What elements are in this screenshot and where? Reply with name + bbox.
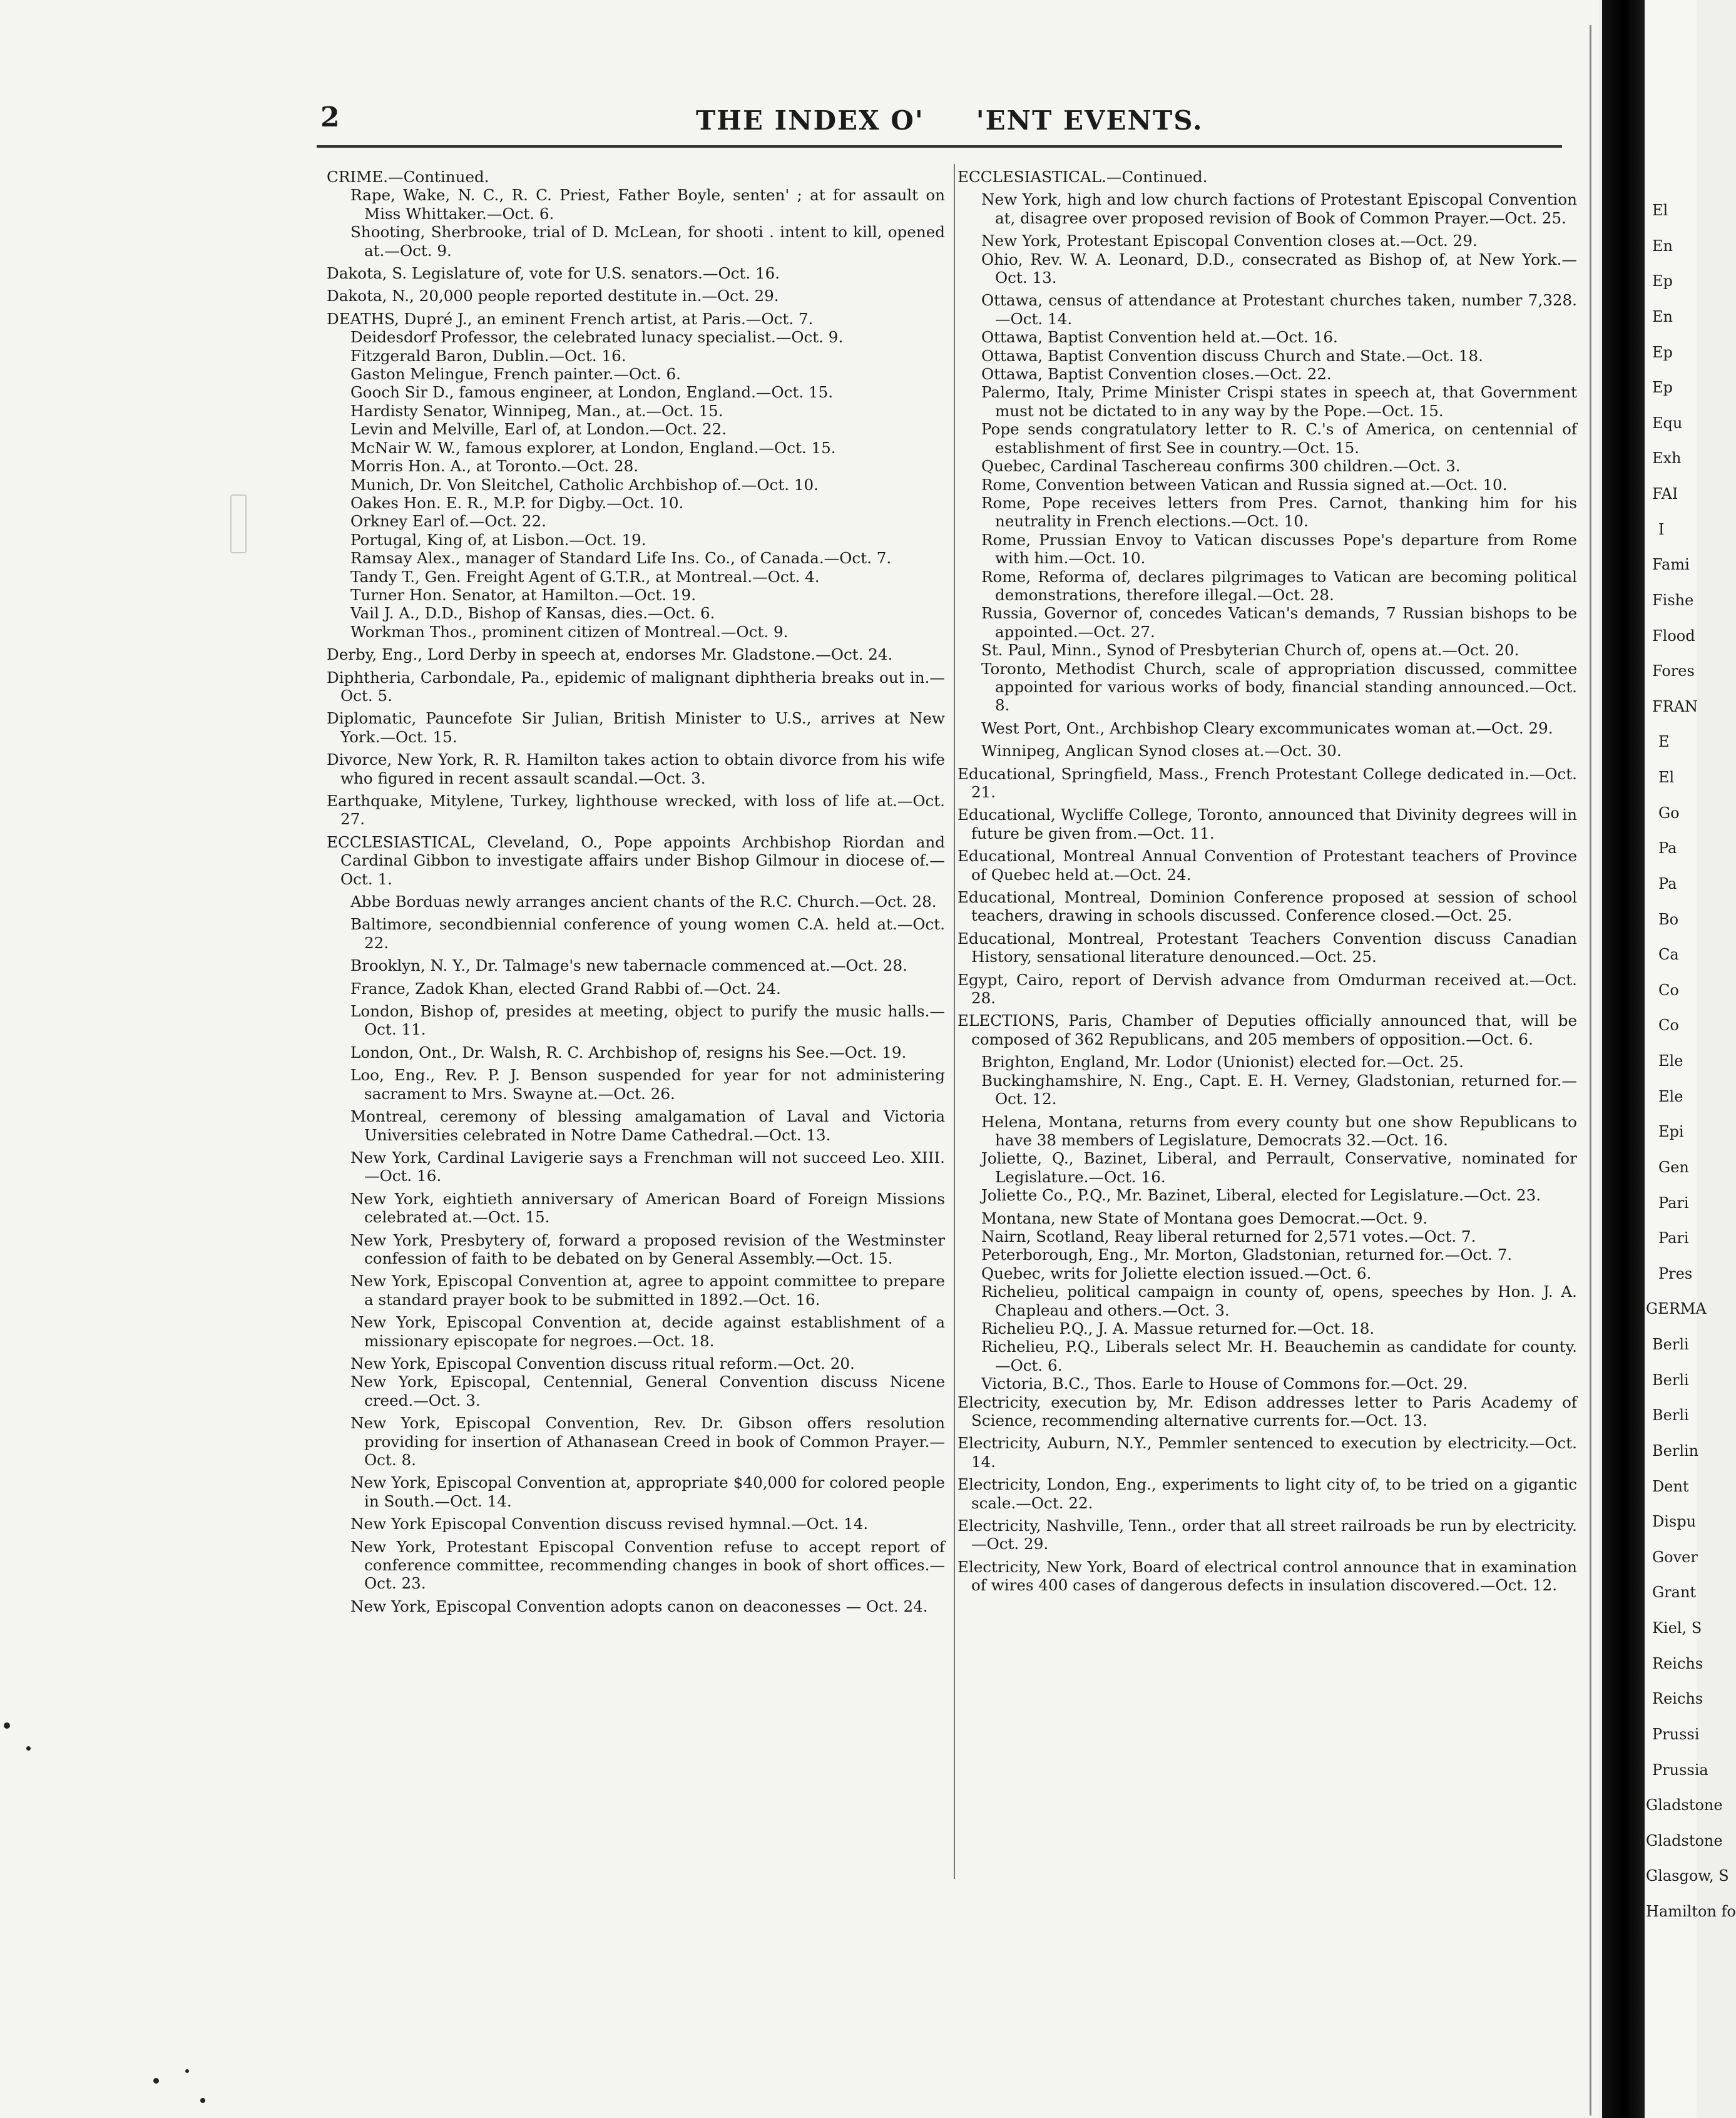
left-column xyxy=(327,168,945,1615)
scan-speck xyxy=(4,1722,10,1729)
index-entry: Joliette Co., P.Q., Mr. Bazinet, Liberal, elected for Legislature.—Oct. 23. xyxy=(981,1186,1541,1205)
index-entry: Diphtheria, Carbondale, Pa., epidemic of malignant diphtheria breaks out in.—Oct. 5. xyxy=(327,668,945,705)
index-entry: Helena, Montana, returns from every county but one show Republicans to have 38 members of Legislature, Democrats 32.—Oct. 16. xyxy=(981,1112,1577,1149)
index-entry: Loo, Eng., Rev. P. J. Benson suspended for year for not administering sacrament to Mrs. Swayne at.—Oct. 26. xyxy=(350,1066,945,1103)
index-entry: Workman Thos., prominent citizen of Montreal.—Oct. 9. xyxy=(350,622,789,641)
index-entry: Ottawa, Baptist Convention closes.—Oct. 22. xyxy=(981,365,1332,384)
index-entry: Ramsay Alex., manager of Standard Life Ins. Co., of Canada.—Oct. 7. xyxy=(350,549,892,568)
facing-page-fragment: Prussi xyxy=(1652,1726,1700,1743)
index-entry: ECCLESIASTICAL.—Continued. xyxy=(957,168,1208,186)
facing-page-fragment: Reichs xyxy=(1652,1655,1703,1672)
facing-page-fragment: Glasgow, S xyxy=(1646,1867,1729,1885)
facing-page-fragment: Kiel, S xyxy=(1652,1619,1702,1637)
facing-page-fragment: El xyxy=(1658,769,1675,786)
index-entry: Earthquake, Mitylene, Turkey, lighthouse wrecked, with loss of life at.—Oct. 27. xyxy=(327,792,945,829)
index-entry: New York Episcopal Convention discuss revised hymnal.—Oct. 14. xyxy=(350,1515,869,1533)
index-entry: New York, Episcopal, Centennial, General Convention discuss Nicene creed.—Oct. 3. xyxy=(350,1373,945,1409)
index-entry: Richelieu, P.Q., Liberals select Mr. H. Beauchemin as candidate for county.—Oct. 6. xyxy=(981,1338,1577,1374)
facing-page-fragment: Co xyxy=(1658,981,1679,999)
index-entry: Victoria, B.C., Thos. Earle to House of Commons for.—Oct. 29. xyxy=(981,1374,1468,1393)
index-entry: Rape, Wake, N. C., R. C. Priest, Father Boyle, senten' ; at for assault on Miss Whittaker.—Oct. 6. xyxy=(350,186,945,223)
facing-page-fragment: Grant xyxy=(1652,1583,1697,1601)
facing-page-fragment: Pari xyxy=(1658,1229,1689,1247)
facing-page-fragment: Ep xyxy=(1652,379,1673,396)
index-entry: Ohio, Rev. W. A. Leonard, D.D., consecrated as Bishop of, at New York.—Oct. 13. xyxy=(981,250,1577,287)
index-entry: London, Ont., Dr. Walsh, R. C. Archbishop of, resigns his See.—Oct. 19. xyxy=(350,1043,907,1062)
index-entry: CRIME.—Continued. xyxy=(327,168,489,186)
index-entry: Turner Hon. Senator, at Hamilton.—Oct. 19. xyxy=(350,585,697,604)
index-entry: Brighton, England, Mr. Lodor (Unionist) elected for.—Oct. 25. xyxy=(981,1053,1464,1072)
facing-page-fragment: Reichs xyxy=(1652,1690,1703,1707)
facing-page-fragment: Exh xyxy=(1652,449,1682,467)
index-entry: Derby, Eng., Lord Derby in speech at, endorses Mr. Gladstone.—Oct. 24. xyxy=(327,645,893,664)
index-entry: Nairn, Scotland, Reay liberal returned for 2,571 votes.—Oct. 7. xyxy=(981,1227,1476,1246)
index-entry: ECCLESIASTICAL, Cleveland, O., Pope appoints Archbishop Riordan and Cardinal Gibbon to investigate affairs under Bishop Gilmour in diocese of.—Oct. 1. xyxy=(327,832,945,888)
index-entry: Baltimore, secondbiennial conference of young women C.A. held at.—Oct. 22. xyxy=(350,915,945,952)
facing-page-fragment: Pres xyxy=(1658,1265,1693,1282)
facing-page-fragment: Ep xyxy=(1652,344,1673,361)
index-entry: Buckinghamshire, N. Eng., Capt. E. H. Verney, Gladstonian, returned for.—Oct. 12. xyxy=(981,1071,1577,1108)
index-entry: Brooklyn, N. Y., Dr. Talmage's new tabernacle commenced at.—Oct. 28. xyxy=(350,956,907,975)
facing-page-fragment: Pa xyxy=(1658,839,1677,857)
index-entry: Educational, Springfield, Mass., French Protestant College dedicated in.—Oct. 21. xyxy=(957,764,1577,801)
facing-page-fragment: Berli xyxy=(1652,1406,1689,1424)
index-entry: Rome, Prussian Envoy to Vatican discusses Pope's departure from Rome with him.—Oct. 10. xyxy=(981,530,1577,568)
index-entry: New York, Presbytery of, forward a proposed revision of the Westminster confession of faith to be debated on by General Assembly.—Oct. 15. xyxy=(350,1230,945,1267)
page-title: THE INDEX O' 'ENT EVENTS. xyxy=(696,105,1203,136)
index-entry: Electricity, New York, Board of electrical control announce that in examination of wires 400 cases of dangerous defects in insulation discovered.—Oct. 12. xyxy=(957,1557,1577,1595)
facing-page-fragment: E xyxy=(1658,733,1670,750)
facing-page-fragment: Epi xyxy=(1658,1123,1684,1140)
index-entry: Pope sends congratulatory letter to R. C.'s of America, on centennial of establishment of first See in country.—Oct. 15. xyxy=(981,420,1577,457)
index-entry: Fitzgerald Baron, Dublin.—Oct. 16. xyxy=(350,346,626,365)
index-entry: Quebec, Cardinal Taschereau confirms 300 children.—Oct. 3. xyxy=(981,457,1461,476)
index-entry: New York, Episcopal Convention, Rev. Dr. Gibson offers resolution providing for insertion of Athanasean Creed in book of Common Prayer.—Oct. 8. xyxy=(350,1414,945,1469)
index-entry: Educational, Montreal, Protestant Teachers Convention discuss Canadian History, sensational literature denounced.—Oct. 25. xyxy=(957,929,1577,966)
facing-page-fragment: El xyxy=(1652,202,1668,219)
index-entry: Montreal, ceremony of blessing amalgamation of Laval and Victoria Universities celebrated in Notre Dame Cathedral.—Oct. 13. xyxy=(350,1107,945,1144)
index-entry: Vail J. A., D.D., Bishop of Kansas, dies.—Oct. 6. xyxy=(350,604,715,623)
index-entry: ELECTIONS, Paris, Chamber of Deputies officially announced that, will be composed of 362 Republicans, and 205 members of opposition.—Oct. 6. xyxy=(957,1011,1577,1048)
index-entry: Diplomatic, Pauncefote Sir Julian, British Minister to U.S., arrives at New York.—Oct. 15. xyxy=(327,709,945,746)
index-entry: Peterborough, Eng., Mr. Morton, Gladstonian, returned for.—Oct. 7. xyxy=(981,1246,1513,1264)
facing-page-fragment: Gen xyxy=(1658,1159,1689,1176)
index-entry: Rome, Reforma of, declares pilgrimages to Vatican are becoming political demonstrations, therefore illegal.—Oct. 28. xyxy=(981,567,1577,604)
index-entry: Rome, Pope receives letters from Pres. Carnot, thanking him for his neutrality in French elections.—Oct. 10. xyxy=(981,493,1577,531)
facing-page-fragment: Fami xyxy=(1652,556,1690,573)
index-entry: Dakota, N., 20,000 people reported destitute in.—Oct. 29. xyxy=(327,287,779,305)
scan-speck xyxy=(153,2078,159,2084)
index-entry: West Port, Ont., Archbishop Cleary excommunicates woman at.—Oct. 29. xyxy=(981,719,1553,737)
scan-speck xyxy=(185,2069,189,2073)
index-entry: Hardisty Senator, Winnipeg, Man., at.—Oct. 15. xyxy=(350,401,723,420)
facing-page-fragment: Go xyxy=(1658,804,1680,822)
facing-page-fragment: Fishe xyxy=(1652,591,1694,609)
index-entry: Richelieu P.Q., J. A. Massue returned for.—Oct. 18. xyxy=(981,1319,1375,1338)
facing-page-fragment: En xyxy=(1652,308,1673,325)
index-entry: Electricity, execution by, Mr. Edison addresses letter to Paris Academy of Science, recommending alternative currents for.—Oct. 13. xyxy=(957,1393,1577,1430)
scan-speck xyxy=(26,1746,31,1751)
index-entry: Rome, Convention between Vatican and Russia signed at.—Oct. 10. xyxy=(981,475,1508,494)
index-entry: Divorce, New York, R. R. Hamilton takes action to obtain divorce from his wife who figured in recent assault scandal.—Oct. 3. xyxy=(327,750,945,787)
index-entry: New York, Episcopal Convention at, decide against establishment of a missionary episcopate for negroes.—Oct. 18. xyxy=(350,1313,945,1350)
index-entry: New York, Episcopal Convention adopts canon on deaconesses — Oct. 24. xyxy=(350,1597,928,1615)
facing-page-fragment: Prussia xyxy=(1652,1761,1708,1779)
facing-page-fragment: En xyxy=(1652,237,1673,255)
index-entry: New York, Protestant Episcopal Convention closes at.—Oct. 29. xyxy=(981,232,1478,250)
index-entry: Dakota, S. Legislature of, vote for U.S. senators.—Oct. 16. xyxy=(327,264,780,283)
facing-page-fragment: Ele xyxy=(1658,1088,1683,1105)
index-entry: London, Bishop of, presides at meeting, object to purify the music halls.—Oct. 11. xyxy=(350,1002,945,1039)
index-entry: Educational, Wycliffe College, Toronto, announced that Divinity degrees will in future be given from.—Oct. 11. xyxy=(957,806,1577,842)
index-entry: Abbe Borduas newly arranges ancient chants of the R.C. Church.—Oct. 28. xyxy=(350,893,937,911)
facing-page-fragment: Ep xyxy=(1652,272,1673,290)
index-entry: New York, high and low church factions of Protestant Episcopal Convention at, disagree over proposed revision of Book of Common Prayer.—Oct. 25. xyxy=(981,190,1577,227)
facing-page-fragment: Co xyxy=(1658,1016,1679,1034)
index-entry: McNair W. W., famous explorer, at London, England.—Oct. 15. xyxy=(350,438,836,457)
facing-page-fragment: Dent xyxy=(1652,1478,1689,1495)
index-entry: Gaston Melingue, French painter.—Oct. 6. xyxy=(350,365,681,384)
facing-page-fragment: Pa xyxy=(1658,875,1677,893)
index-entry: Morris Hon. A., at Toronto.—Oct. 28. xyxy=(350,457,639,476)
index-entry: Electricity, London, Eng., experiments to light city of, to be tried on a gigantic scale.—Oct. 22. xyxy=(957,1475,1577,1512)
index-entry: Ottawa, Baptist Convention held at.—Oct. 16. xyxy=(981,328,1338,347)
facing-page-fragment: Gladstone xyxy=(1646,1832,1723,1849)
index-entry: New York, Episcopal Convention at, appropriate $40,000 for colored people in South.—Oct. 14. xyxy=(350,1473,945,1510)
index-entry: St. Paul, Minn., Synod of Presbyterian Church of, opens at.—Oct. 20. xyxy=(981,641,1519,660)
index-entry: Egypt, Cairo, report of Dervish advance from Omdurman received at.—Oct. 28. xyxy=(957,970,1577,1008)
header-rule xyxy=(317,145,1562,148)
facing-page-fragment: Gladstone xyxy=(1646,1796,1723,1814)
index-entry: Portugal, King of, at Lisbon.—Oct. 19. xyxy=(350,530,646,549)
index-entry: DEATHS, Dupré J., an eminent French artist, at Paris.—Oct. 7. xyxy=(327,309,814,328)
facing-page-fragment: Hamilton fo xyxy=(1646,1903,1736,1920)
index-entry: Electricity, Auburn, N.Y., Pemmler sentenced to execution by electricity.—Oct. 14. xyxy=(957,1434,1577,1471)
page-edge-line xyxy=(1590,25,1591,2115)
facing-page-fragment: Berlin xyxy=(1652,1442,1699,1460)
index-entry: Ottawa, Baptist Convention discuss Church and State.—Oct. 18. xyxy=(981,346,1483,365)
index-entry: Palermo, Italy, Prime Minister Crispi states in speech at, that Government must not be dictated to in any way by the Pope.—Oct. 15. xyxy=(981,383,1577,420)
index-entry: Winnipeg, Anglican Synod closes at.—Oct. 30. xyxy=(981,742,1342,760)
index-entry: Montana, new State of Montana goes Democrat.—Oct. 9. xyxy=(981,1209,1428,1227)
index-entry: New York, Cardinal Lavigerie says a Frenchman will not succeed Leo. XIII.—Oct. 16. xyxy=(350,1148,945,1185)
page-number: 2 xyxy=(320,101,340,133)
facing-page-fragment: Flood xyxy=(1652,627,1695,645)
book-binding-gutter xyxy=(1602,0,1645,2118)
column-divider xyxy=(954,164,955,1879)
index-entry: Toronto, Methodist Church, scale of appropriation discussed, committee appointed for various works of body, financial standing announced.—Oct. 8. xyxy=(981,659,1577,715)
index-entry: Gooch Sir D., famous engineer, at London, England.—Oct. 15. xyxy=(350,383,834,402)
index-entry: Electricity, Nashville, Tenn., order that all street railroads be run by electricity.—Oct. 29. xyxy=(957,1517,1577,1553)
facing-page-fragment: Berli xyxy=(1652,1371,1689,1389)
index-entry: New York, eightieth anniversary of American Board of Foreign Missions celebrated at.—Oct. 15. xyxy=(350,1189,945,1227)
scan-speck xyxy=(200,2098,205,2103)
facing-page-fragment: Bo xyxy=(1658,911,1679,928)
index-entry: Richelieu, political campaign in county of, opens, speeches by Hon. J. A. Chapleau and others.—Oct. 3. xyxy=(981,1282,1577,1319)
facing-page-fragment: FAI xyxy=(1652,485,1678,503)
index-entry: Quebec, writs for Joliette election issued.—Oct. 6. xyxy=(981,1264,1372,1282)
index-entry: Educational, Montreal Annual Convention of Protestant teachers of Province of Quebec held at.—Oct. 24. xyxy=(957,847,1577,884)
index-entry: Tandy T., Gen. Freight Agent of G.T.R., at Montreal.—Oct. 4. xyxy=(350,567,820,586)
facing-page-fragment: Ele xyxy=(1658,1052,1683,1070)
index-entry: Ottawa, census of attendance at Protestant churches taken, number 7,328.—Oct. 14. xyxy=(981,291,1577,328)
index-entry: New York, Protestant Episcopal Convention refuse to accept report of conference committee, recommending changes in book of short offices.—Oct. 23. xyxy=(350,1537,945,1593)
index-entry: Levin and Melville, Earl of, at London.—Oct. 22. xyxy=(350,420,727,439)
facing-page-fragment: I xyxy=(1658,521,1665,538)
index-entry: Russia, Governor of, concedes Vatican's demands, 7 Russian bishops to be appointed.—Oct. 27. xyxy=(981,604,1577,641)
facing-page-fragment: Ca xyxy=(1658,946,1679,963)
library-stamp-mark xyxy=(230,494,247,553)
index-entry: Joliette, Q., Bazinet, Liberal, and Perrault, Conservative, nominated for Legislature.—Oct. 16. xyxy=(981,1149,1577,1186)
right-column xyxy=(957,168,1577,1595)
facing-page-fragment: GERMA xyxy=(1646,1300,1707,1317)
facing-page-fragment: Gover xyxy=(1652,1548,1698,1566)
index-entry: Oakes Hon. E. R., M.P. for Digby.—Oct. 10. xyxy=(350,493,684,512)
index-entry: Educational, Montreal, Dominion Conference proposed at session of school teachers, drawing in schools discussed. Conference closed.—Oct. 25. xyxy=(957,888,1577,925)
facing-page-fragment: FRAN xyxy=(1652,698,1698,715)
index-entry: Orkney Earl of.—Oct. 22. xyxy=(350,512,546,531)
facing-page-fragment: Dispu xyxy=(1652,1513,1697,1530)
index-entry: France, Zadok Khan, elected Grand Rabbi of.—Oct. 24. xyxy=(350,979,781,998)
facing-page-fragment: Pari xyxy=(1658,1194,1689,1212)
index-entry: Shooting, Sherbrooke, trial of D. McLean, for shooti . intent to kill, opened at.—Oct. 9. xyxy=(350,223,945,260)
index-entry: Deidesdorf Professor, the celebrated lunacy specialist.—Oct. 9. xyxy=(350,328,844,347)
facing-page-fragment: Equ xyxy=(1652,414,1683,432)
index-entry: New York, Episcopal Convention discuss ritual reform.—Oct. 20. xyxy=(350,1354,855,1373)
index-entry: New York, Episcopal Convention at, agree to appoint committee to prepare a standard prayer book to be submitted in 1892.—Oct. 16. xyxy=(350,1272,945,1309)
facing-page-fragment: Berli xyxy=(1652,1336,1689,1353)
index-entry: Munich, Dr. Von Sleitchel, Catholic Archbishop of.—Oct. 10. xyxy=(350,475,819,494)
facing-page-fragment: Fores xyxy=(1652,662,1695,680)
